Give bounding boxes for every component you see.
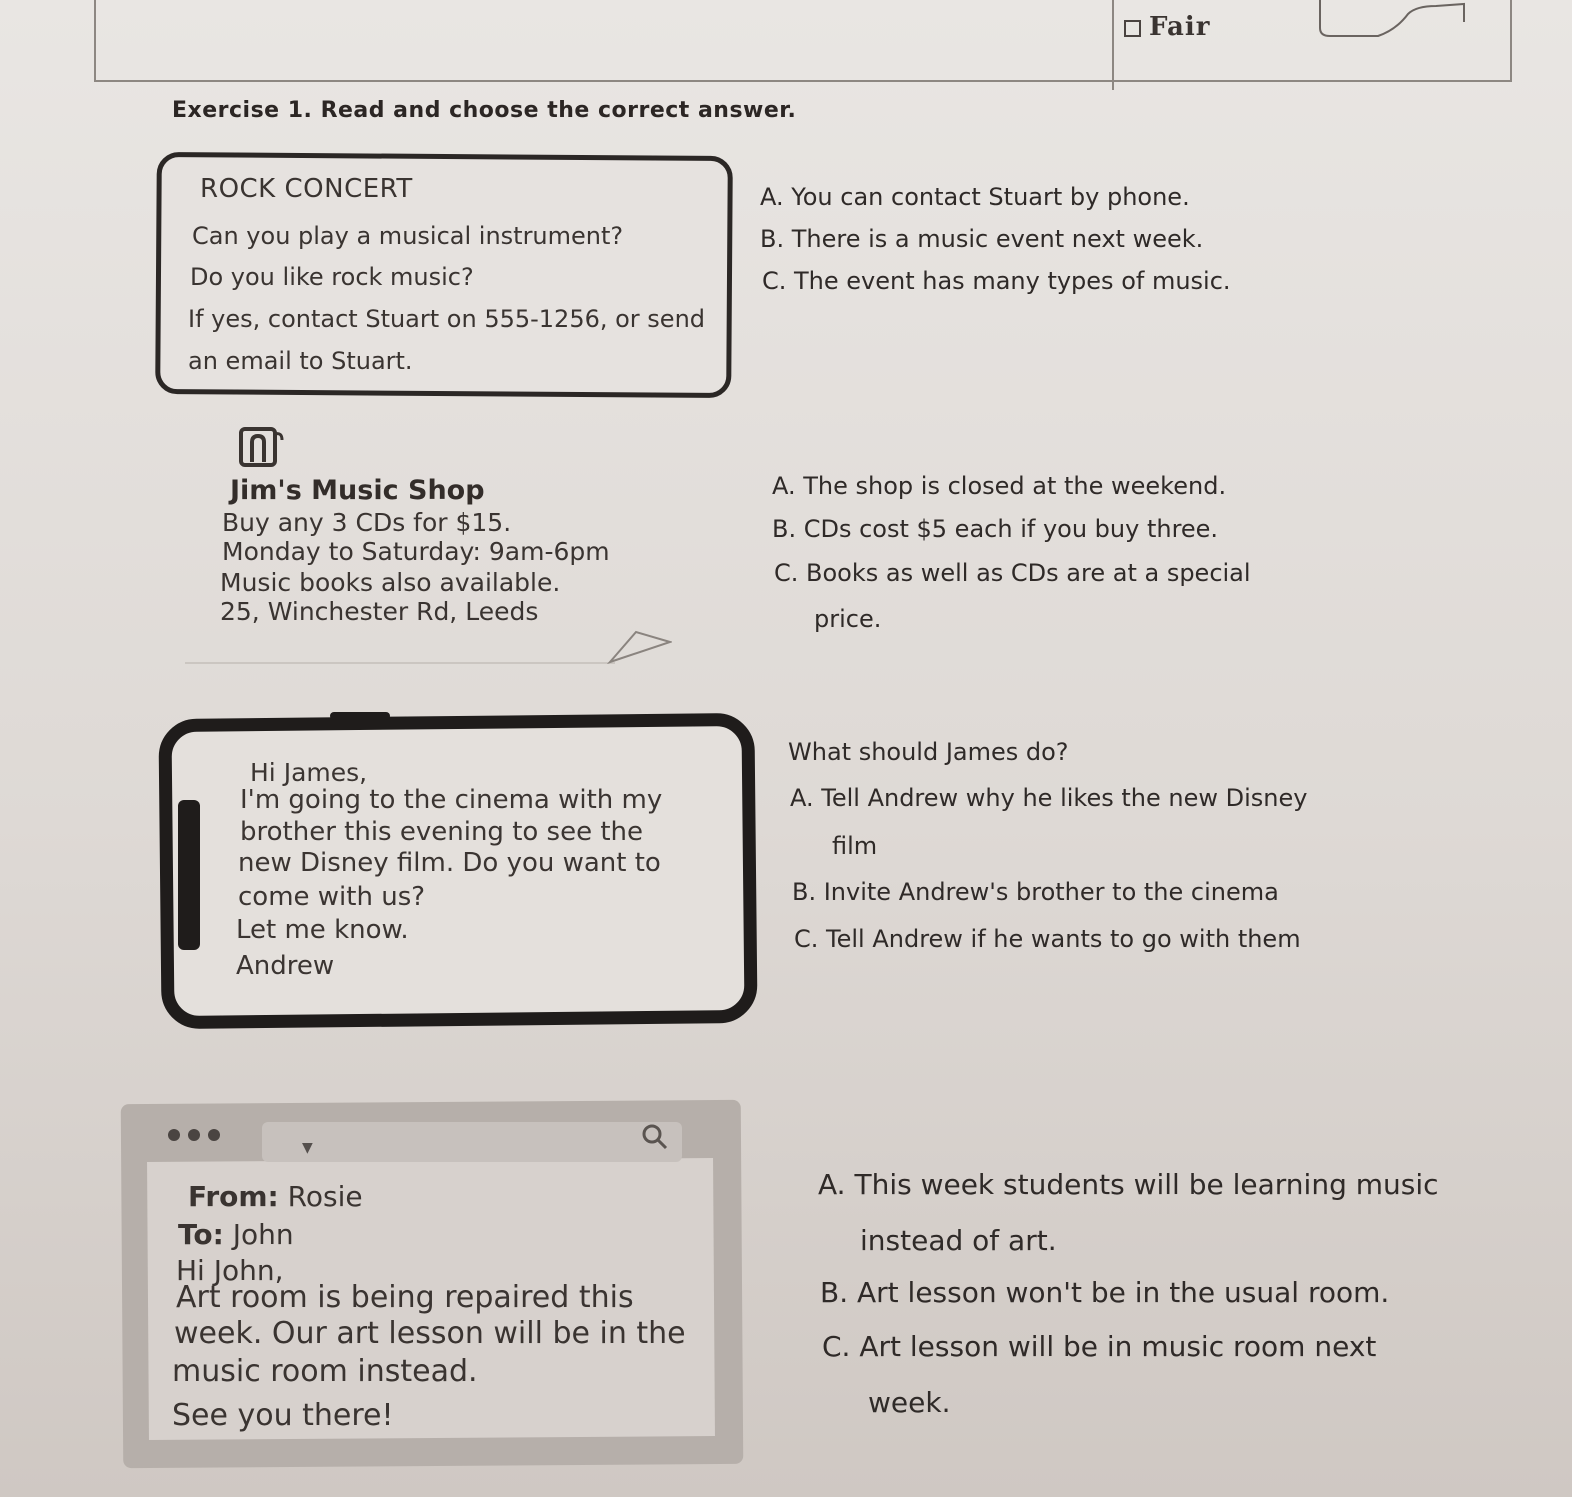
message-line: I'm going to the cinema with my (240, 785, 663, 815)
q2-option-c-continued: price. (814, 605, 882, 633)
notice2-line: 25, Winchester Rd, Leeds (220, 597, 539, 626)
email-from (188, 1180, 363, 1213)
email-to-value: John (223, 1218, 294, 1251)
window-maximize-icon (208, 1129, 220, 1141)
message-line: brother this evening to see the (240, 817, 644, 847)
q4-option-a[interactable]: A. This week students will be learning music (818, 1168, 1439, 1201)
q1-option-c[interactable]: C. The event has many types of music. (762, 267, 1231, 295)
email-search-bar[interactable] (262, 1122, 682, 1162)
notice2-line: Music books also available. (220, 568, 561, 597)
q2-option-a[interactable]: A. The shop is closed at the weekend. (772, 472, 1227, 500)
q2-option-c[interactable]: C. Books as well as CDs are at a special (774, 559, 1251, 587)
q4-option-c[interactable]: C. Art lesson will be in music room next (822, 1330, 1377, 1363)
phone-speaker (330, 712, 390, 720)
email-to (178, 1218, 294, 1251)
page-fold-icon (606, 628, 672, 666)
email-line: music room instead. (172, 1354, 478, 1389)
message-line: come with us? (238, 882, 426, 912)
q3-option-a[interactable]: A. Tell Andrew why he likes the new Disney (790, 784, 1308, 812)
checkbox-icon (1124, 20, 1141, 37)
q3-option-a-continued: film (832, 832, 878, 860)
q1-option-a[interactable]: A. You can contact Stuart by phone. (760, 183, 1190, 211)
q3-question: What should James do? (788, 738, 1069, 766)
notice1-line: Do you like rock music? (190, 263, 474, 291)
fair-label: Fair (1149, 12, 1211, 42)
q4-option-c-continued: week. (868, 1386, 951, 1419)
email-line: Art room is being repaired this (176, 1280, 634, 1315)
notice1-line: an email to Stuart. (188, 347, 413, 375)
q1-option-b[interactable]: B. There is a music event next week. (760, 225, 1204, 253)
search-icon (640, 1122, 670, 1152)
shop-logo-icon (238, 424, 284, 470)
exercise-title: Exercise 1. Read and choose the correct answer. (172, 98, 797, 123)
notice2-line: Monday to Saturday: 9am-6pm (222, 537, 610, 566)
email-greeting: Hi John, (176, 1254, 284, 1287)
notice1-line: If yes, contact Stuart on 555-1256, or send (188, 305, 706, 333)
notice2-line: Buy any 3 CDs for $15. (222, 508, 512, 537)
q3-option-c[interactable]: C. Tell Andrew if he wants to go with them (794, 925, 1301, 953)
header-table-divider (1112, 0, 1114, 90)
email-from-label: From: (188, 1180, 279, 1213)
q4-option-a-continued: instead of art. (860, 1224, 1057, 1257)
q3-option-b[interactable]: B. Invite Andrew's brother to the cinema (792, 878, 1279, 906)
torn-corner-shape (1318, 0, 1468, 42)
dropdown-arrow-icon: ▼ (302, 1140, 313, 1156)
notice2-divider (185, 662, 615, 664)
email-signoff: See you there! (172, 1398, 394, 1433)
email-to-label: To: (178, 1218, 224, 1251)
notice2-title: Jim's Music Shop (230, 475, 485, 506)
notice1-line: Can you play a musical instrument? (192, 222, 624, 250)
fair-option (1124, 12, 1210, 42)
header-table (94, 0, 1512, 82)
window-minimize-icon (188, 1129, 200, 1141)
window-controls (168, 1126, 232, 1142)
message-greeting: Hi James, (250, 758, 368, 787)
message-line: new Disney film. Do you want to (238, 848, 661, 878)
q4-option-b[interactable]: B. Art lesson won't be in the usual room. (820, 1276, 1390, 1309)
message-signature: Andrew (236, 951, 335, 981)
window-close-icon (168, 1129, 180, 1141)
email-from-value: Rosie (278, 1180, 363, 1213)
message-line: Let me know. (236, 915, 409, 945)
phone-home-button (178, 800, 200, 950)
notice1-title: ROCK CONCERT (200, 174, 413, 204)
q2-option-b[interactable]: B. CDs cost $5 each if you buy three. (772, 515, 1219, 543)
email-line: week. Our art lesson will be in the (174, 1316, 686, 1351)
